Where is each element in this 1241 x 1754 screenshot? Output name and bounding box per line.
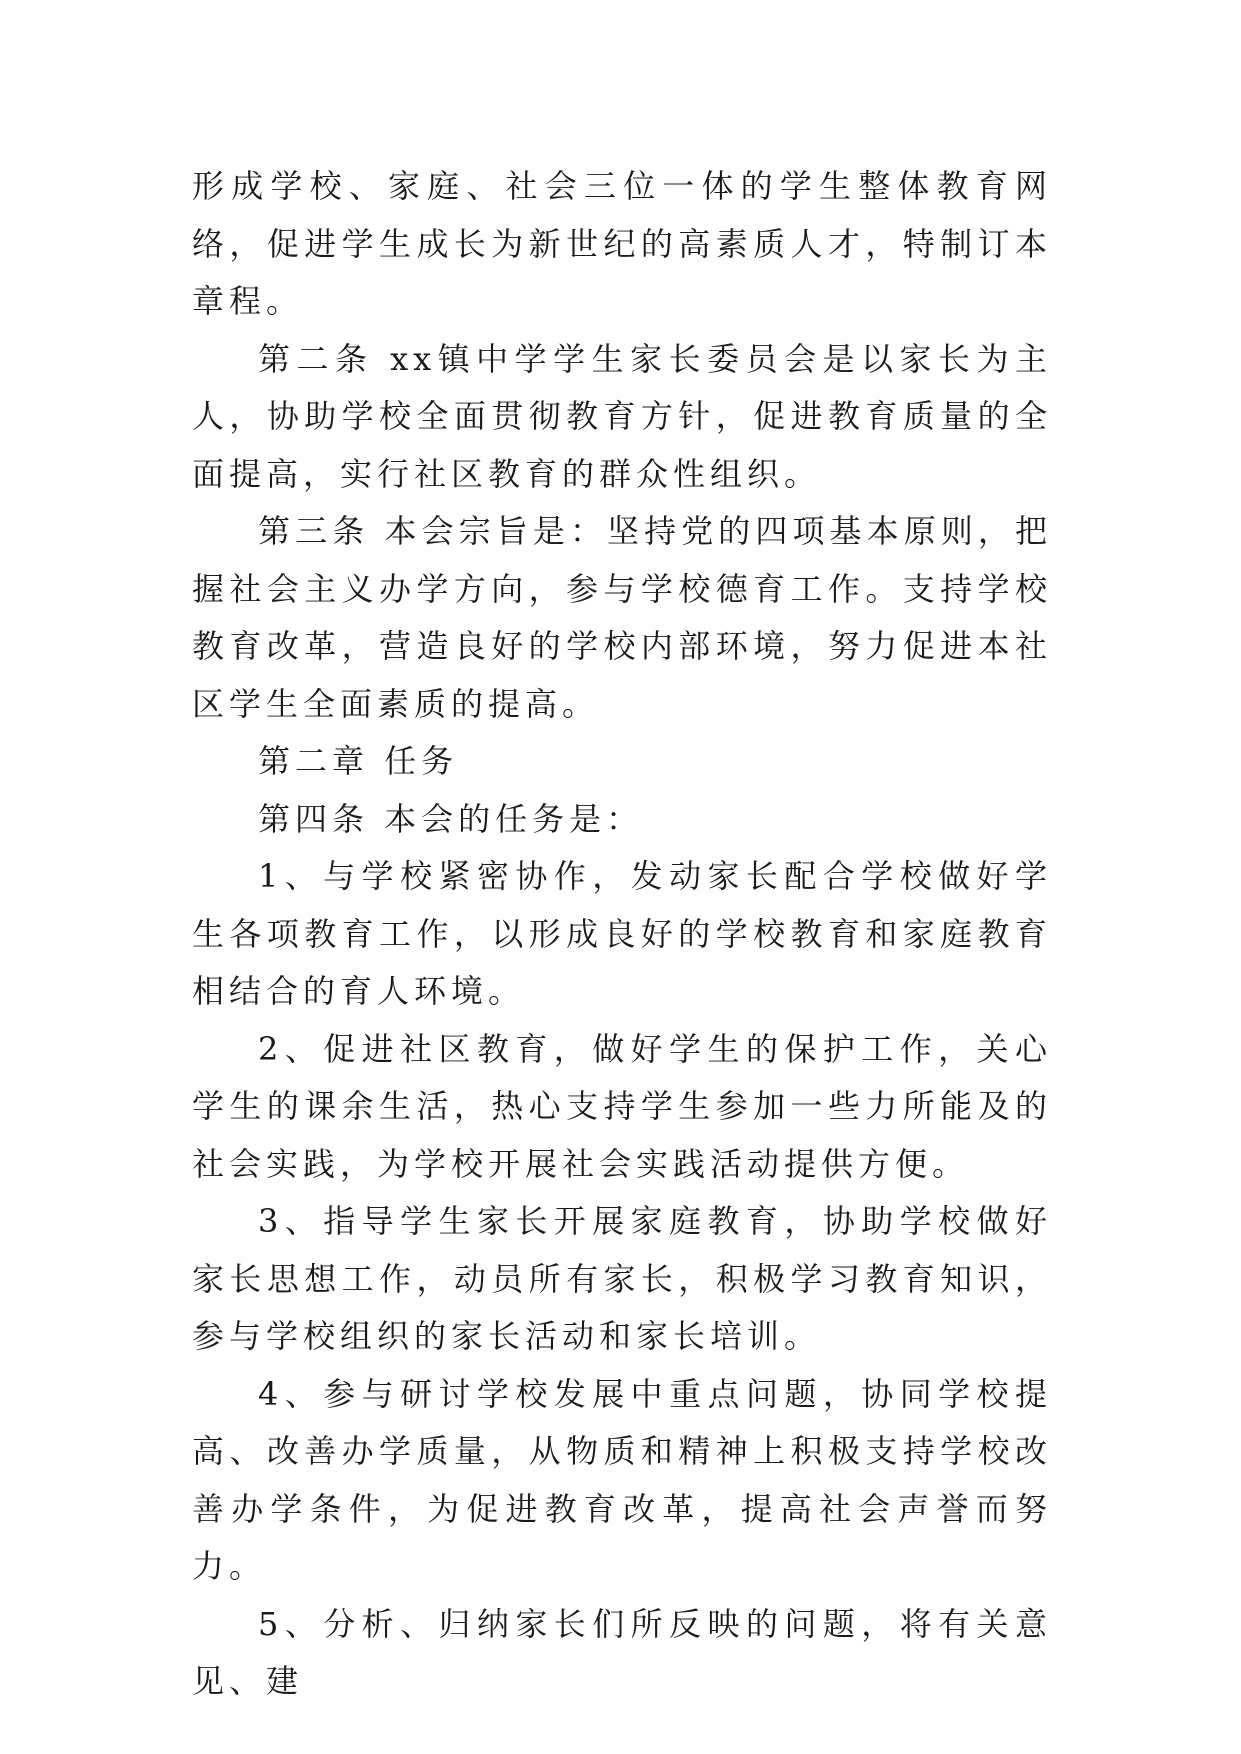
- paragraph-1: 形成学校、家庭、社会三位一体的学生整体教育网络，促进学生成长为新世纪的高素质人才，特制订本章程。: [192, 167, 1052, 320]
- list-item-5: 5、分析、归纳家长们所反映的问题，将有关意见、建: [192, 1604, 1052, 1700]
- list-item-3: 3、指导学生家长开展家庭教育，协助学校做好家长思想工作，动员所有家长，积极学习教育知识，参与学校组织的家长活动和家长培训。: [192, 1202, 1052, 1355]
- document-body: [192, 158, 1052, 1711]
- list-item-4: 4、参与研讨学校发展中重点问题，协同学校提高、改善办学质量，从物质和精神上积极支持学校改善办学条件，为促进教育改革，提高社会声誉而努力。: [192, 1374, 1052, 1585]
- list-item-2: 2、促进社区教育，做好学生的保护工作，关心学生的课余生活，热心支持学生参加一些力所能及的社会实践，为学校开展社会实践活动提供方便。: [192, 1029, 1052, 1183]
- paragraph-article-2: 第二条 xx镇中学学生家长委员会是以家长为主人，协助学校全面贯彻教育方针，促进教育质量的全面提高，实行社区教育的群众性组织。: [192, 339, 1052, 493]
- paragraph-article-4: 第四条 本会的任务是：: [258, 799, 644, 838]
- list-item-1: 1、与学校紧密协作，发动家长配合学校做好学生各项教育工作，以形成良好的学校教育和家庭教育相结合的育人环境。: [192, 857, 1052, 1010]
- chapter-heading: 第二章 任务: [258, 742, 459, 780]
- paragraph-article-3: 第三条 本会宗旨是：坚持党的四项基本原则，把握社会主义办学方向，参与学校德育工作。支持学校教育改革，营造良好的学校内部环境，努力促进本社区学生全面素质的提高。: [192, 512, 1052, 723]
